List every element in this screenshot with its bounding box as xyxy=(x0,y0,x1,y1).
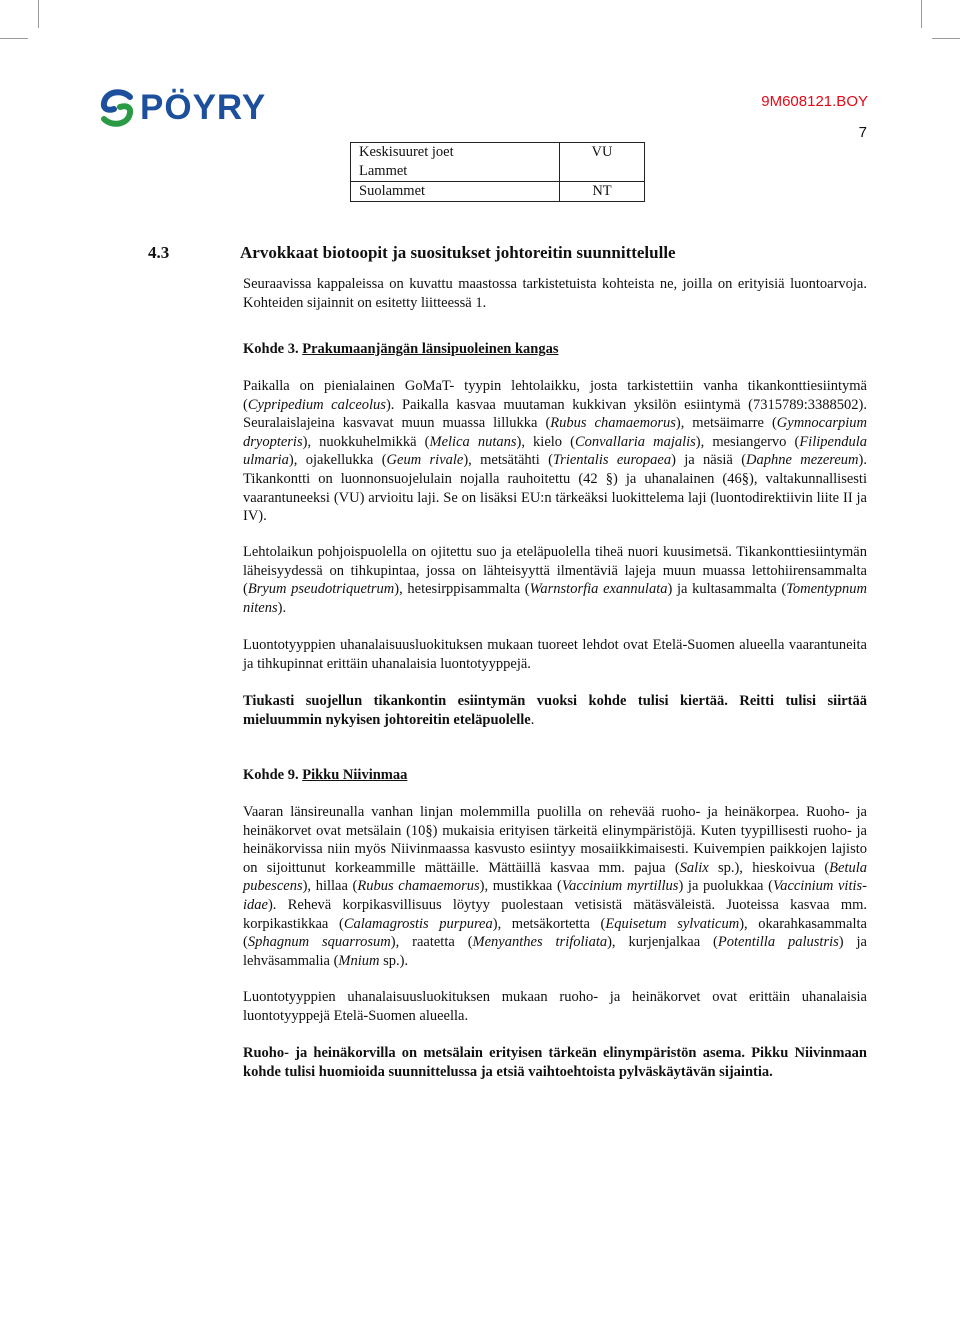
crop-mark xyxy=(0,38,28,39)
crop-mark xyxy=(38,0,39,28)
section-intro: Seuraavissa kappaleissa on kuvattu maastossa tarkistetuista kohteista ne, joilla on erityisiä luontoarvoja. Kohteiden sijainnit on esitetty liitteessä 1. xyxy=(243,276,867,311)
site9-paragraph-2: Luontotyyppien uhanalaisuusluokituksen mukaan ruoho- ja heinäkorvet ovat erittäin uhanalaisia luontotyyppejä Etelä-Suomen alueella. xyxy=(243,989,867,1024)
status-table xyxy=(350,142,645,202)
table-cell: NT xyxy=(560,182,645,202)
page-number: 7 xyxy=(858,124,867,141)
crop-mark xyxy=(932,38,960,39)
document-id: 9M608121.BOY xyxy=(761,93,868,110)
site3-heading: Kohde 3. Prakumaanjängän länsipuoleinen kangas xyxy=(243,341,559,357)
table-row xyxy=(351,143,645,182)
site3-recommendation: Tiukasti suojellun tikankontin esiintymän vuoksi kohde tulisi kiertää. Reitti tulisi siirtää mieluummin nykyisen johtoreitin eteläpuolelle. xyxy=(243,693,867,728)
poyry-logo xyxy=(100,88,266,128)
section-heading xyxy=(148,243,676,263)
table-cell: Keskisuuret joet Lammet xyxy=(351,143,560,182)
table-cell: Suolammet xyxy=(351,182,560,202)
site3-paragraph-3: Luontotyyppien uhanalaisuusluokituksen mukaan tuoreet lehdot ovat Etelä-Suomen alueella vaarantuneita ja tihkupinnat erittäin uhanalaisia luontotyyppejä. xyxy=(243,637,867,672)
site9-heading: Kohde 9. Pikku Niivinmaa xyxy=(243,767,408,783)
site3-paragraph-1: Paikalla on pienialainen GoMaT- tyypin lehtolaikku, josta tarkistettiin vanha tikankonttiesiintymä (Cypripedium calceolus). Paikalla kasvaa muutaman kukkivan yksilön esiintymä (7315789:3388502). Seuralaislajeina kasvavat muun muassa lillukka (Rubus chamaemorus), metsäimarre (Gymnocarpium dryopteris), nuokkuhelmikkä (Melica nutans), kielo (Convallaria majalis), mesiangervo (Filipendula ulmaria), ojakellukka (Geum rivale), metsätähti (Trientalis europaea) ja näsiä (Daphne mezereum). Tikankontti on luonnonsuojelulain nojalla rauhoitettu (42 §) ja uhanalainen (46§), valtakunnallisesti vaarantuneeksi (VU) arvioitu laji. Se on lisäksi EU:n tärkeäksi luokittelema laji (luontodirektiivin liite II ja IV). xyxy=(243,378,867,525)
poyry-swirl-icon xyxy=(100,89,134,127)
table-cell: VU xyxy=(560,143,645,182)
table-row xyxy=(351,182,645,202)
section-title: Arvokkaat biotoopit ja suositukset johtoreitin suunnittelulle xyxy=(240,243,676,262)
brand-wordmark: PÖYRY xyxy=(140,88,267,127)
site3-paragraph-2: Lehtolaikun pohjoispuolella on ojitettu suo ja eteläpuolella tiheä nuori kuusimetsä. Tikankonttiesiintymän läheisyydessä on tihkupintaa, jossa on lähteisyyttä ilmentäviä lajeja muun muassa lettohiirensammalta (Bryum pseudotriquetrum), hetesirppisammalta (Warnstorfia exannulata) ja kultasammalta (Tomentypnum nitens). xyxy=(243,544,867,616)
site9-paragraph-1: Vaaran länsireunalla vanhan linjan molemmilla puolilla on rehevää ruoho- ja heinäkorpea. Ruoho- ja heinäkorvet ovat metsälain (10§) mukaisia erityisen tärkeitä elinympäristöjä. Kuten tyypillisesti ruoho- ja heinäkorvissa niin myös Niivinmaassa kasvusto esiintyy mosaiikkimaisesti. Kuivempien paikkojen lajisto on sijoittunut korkeammille mättäille. Mättäillä kasvaa mm. pajua (Salix sp.), hieskoivua (Betula pubescens), hillaa (Rubus chamaemorus), mustikkaa (Vaccinium myrtillus) ja puolukkaa (Vaccinium vitis-idae). Rehevä korpikasvillisuus löytyy puolestaan vetisistä mätäsväleistä. Juoteissa kasvaa mm. korpikastikkaa (Calamagrostis purpurea), metsäkortetta (Equisetum sylvaticum), okarahkasammalta (Sphagnum squarrosum), raatetta (Menyanthes trifoliata), kurjenjalkaa (Potentilla palustris) ja lehväsammalia (Mnium sp.). xyxy=(243,804,868,969)
section-number: 4.3 xyxy=(148,243,170,262)
site9-recommendation: Ruoho- ja heinäkorvilla on metsälain erityisen tärkeän elinympäristön asema. Pikku Niivinmaan kohde tulisi huomioida suunnittelussa ja etsiä vaihtoehtoista pylväskäytävän sijaintia. xyxy=(243,1045,867,1080)
crop-mark xyxy=(921,0,922,28)
